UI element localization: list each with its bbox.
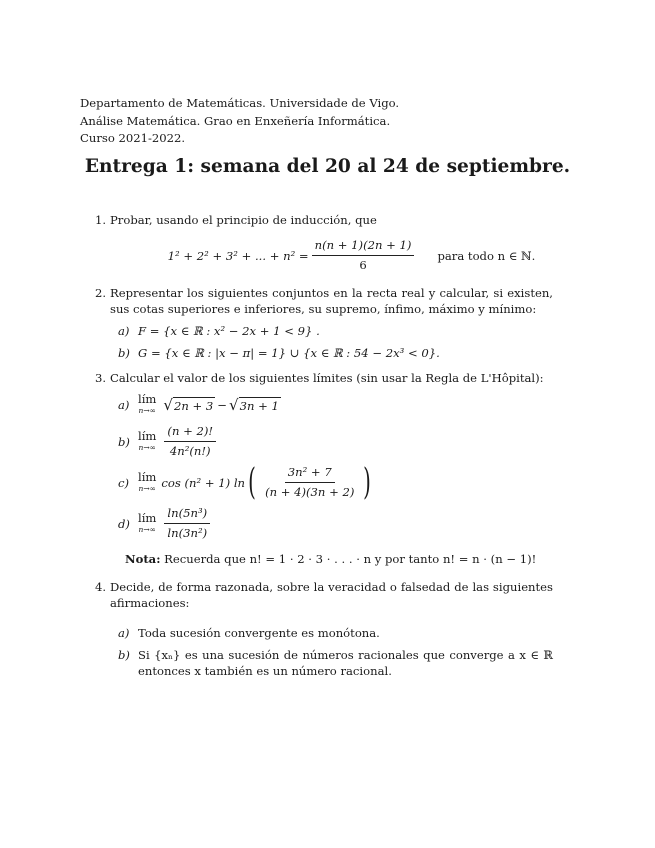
minus-sign: − xyxy=(217,398,228,412)
equation-lhs: 1² + 2² + 3² + ... + n² = xyxy=(167,248,309,263)
subitem-b xyxy=(110,647,553,679)
problem-4 xyxy=(95,579,553,679)
limit-b xyxy=(110,424,553,459)
note-text: Recuerda que n! = 1 · 2 · 3 · . . . · n y por tanto n! = n · (n − 1)! xyxy=(164,552,537,566)
subitem-b xyxy=(110,345,553,361)
subitem-label: b) xyxy=(118,434,130,449)
fraction-denominator: ln(3n²) xyxy=(167,526,208,540)
limit-operator: lím n→∞ xyxy=(138,428,157,452)
equation-fraction xyxy=(312,238,415,273)
document-header xyxy=(80,95,399,148)
cos-ln-prefix: cos (n² + 1) ln xyxy=(161,475,246,490)
header-year: Curso 2021-2022. xyxy=(80,131,186,145)
fraction-numerator: (n + 2)! xyxy=(164,424,216,442)
limit-operator: lím n→∞ xyxy=(138,392,157,415)
header-department: Departamento de Matemáticas. Universidade de Vigo. xyxy=(80,96,400,110)
subitem-label: a) xyxy=(118,626,130,640)
problem-text: Representar los siguientes conjuntos en la recta real y calcular, si existen, sus cotas superiores e inferiores, su supremo, ínfimo, máximo y mínimo: xyxy=(110,286,553,316)
problem-text: Probar, usando el principio de inducción, que xyxy=(110,213,377,227)
problem-text: Decide, de forma razonada, sobre la veracidad o falsedad de las siguientes afirmaciones: xyxy=(110,580,553,610)
subitem-label: b) xyxy=(118,648,130,662)
subitem-label: c) xyxy=(118,475,130,490)
set-g-expression: G = {x ∈ ℝ : |x − π| = 1} ∪ {x ∈ ℝ : 54 − 2x³ < 0}. xyxy=(138,346,440,360)
left-paren: ( xyxy=(248,461,256,503)
subitem-label: a) xyxy=(118,324,130,338)
problem-3 xyxy=(95,370,553,567)
note-label: Nota: xyxy=(125,552,161,566)
problem-2 xyxy=(95,285,553,361)
statement-text: Toda sucesión convergente es monótona. xyxy=(138,626,380,640)
fraction-denominator: 4n²(n!) xyxy=(169,444,211,458)
fraction-denominator: (n + 4)(3n + 2) xyxy=(265,485,355,499)
limit-d xyxy=(110,506,553,541)
sqrt-term: √ 2n + 3 xyxy=(163,396,214,414)
problem-number: 4. xyxy=(95,580,107,594)
right-paren: ) xyxy=(363,461,372,503)
limit-c xyxy=(110,461,553,503)
subitem-label: b) xyxy=(118,346,130,360)
limit-operator: lím n→∞ xyxy=(138,469,157,493)
subitem-label: a) xyxy=(118,398,130,412)
limit-a xyxy=(110,392,553,418)
limit-fraction xyxy=(262,465,357,500)
problem-number: 3. xyxy=(95,371,107,385)
header-course: Análise Matemática. Grao en Enxeñería Informática. xyxy=(80,113,391,128)
set-f-expression: F = {x ∈ ℝ : x² − 2x + 1 < 9} . xyxy=(138,324,320,338)
sqrt-term: √ 3n + 1 xyxy=(229,396,279,414)
fraction-numerator: ln(5n³) xyxy=(164,506,210,524)
subitem-a xyxy=(110,323,553,339)
page-title: Entrega 1: semana del 20 al 24 de septiembre. xyxy=(84,156,571,177)
fraction-numerator: n(n + 1)(2n + 1) xyxy=(312,238,415,256)
problem-number: 2. xyxy=(95,286,107,300)
problem-list xyxy=(95,212,553,688)
problem-number: 1. xyxy=(95,213,107,227)
note xyxy=(110,551,553,567)
induction-equation xyxy=(110,238,553,273)
equation-condition: para todo n ∈ ℕ. xyxy=(437,248,536,263)
subitem-label: d) xyxy=(118,516,130,531)
problem-1 xyxy=(95,212,553,273)
fraction-numerator: 3n² + 7 xyxy=(285,465,335,483)
limit-operator: lím n→∞ xyxy=(138,510,157,534)
limit-fraction xyxy=(164,506,210,541)
problem-text: Calcular el valor de los siguientes límites (sin usar la Regla de L'Hôpital): xyxy=(110,371,544,385)
subitem-a xyxy=(110,625,553,641)
statement-text: Si {xₙ} es una sucesión de números racionales que converge a x ∈ ℝ entonces x también es un número racional. xyxy=(138,648,553,678)
limit-fraction xyxy=(164,424,216,459)
fraction-denominator: 6 xyxy=(359,258,367,272)
